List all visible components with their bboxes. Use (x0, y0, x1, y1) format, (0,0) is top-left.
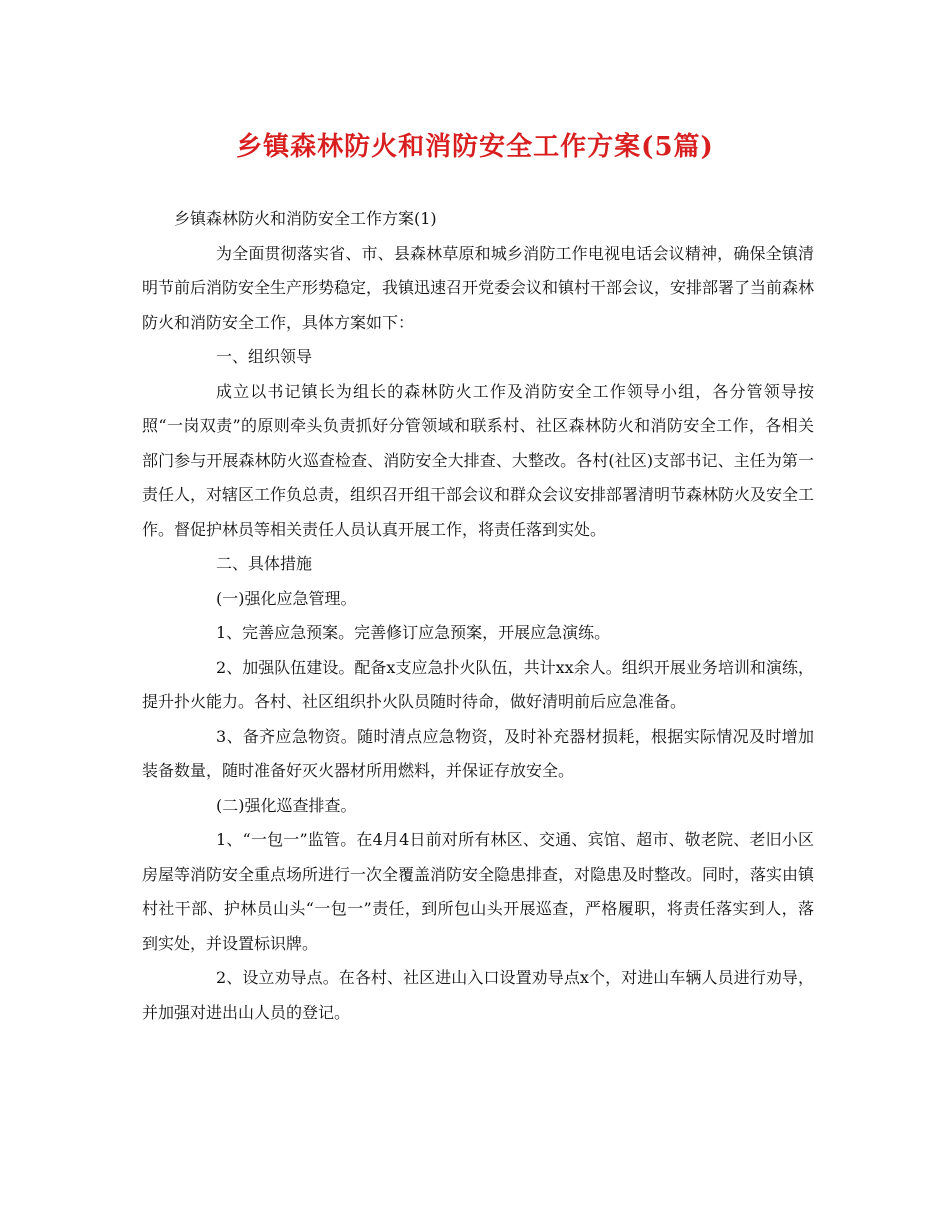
section-heading-1: 一、组织领导 (216, 347, 313, 366)
list-item-1-1: 1、完善应急预案。完善修订应急预案，开展应急演练。 (216, 623, 611, 642)
list-item-1-2: 2、加强队伍建设。配备x支应急扑火队伍，共计xx余人。组织开展业务培训和演练，提升扑火能力。各村、社区组织扑火队员随时待命，做好清明前后应急准备。 (142, 657, 814, 711)
document-body (142, 202, 814, 1030)
list-item-1-3: 3、备齐应急物资。随时清点应急物资，及时补充器材损耗，根据实际情况及时增加装备数量，随时准备好灭火器材所用燃料，并保证存放安全。 (142, 726, 814, 780)
list-item-2-2: 2、设立劝导点。在各村、社区进山入口设置劝导点x个，对进山车辆人员进行劝导，并加强对进出山人员的登记。 (142, 968, 814, 1022)
intro-paragraph: 为全面贯彻落实省、市、县森林草原和城乡消防工作电视电话会议精神，确保全镇清明节前后消防安全生产形势稳定，我镇迅速召开党委会议和镇村干部会议，安排部署了当前森林防火和消防安全工作，具体方案如下： (142, 243, 815, 332)
section-paragraph-1: 成立以书记镇长为组长的森林防火工作及消防安全工作领导小组，各分管领导按照“一岗双责”的原则牵头负责抓好分管领域和联系村、社区森林防火和消防安全工作，各相关部门参与开展森林防火巡查检查、消防安全大排查、大整改。各村(社区)支部书记、主任为第一责任人，对辖区工作负总责，组织召开组干部会议和群众会议安排部署清明节森林防火及安全工作。督促护林员等相关责任人员认真开展工作，将责任落到实处。 (142, 381, 815, 539)
document-title: 乡镇森林防火和消防安全工作方案(5篇) (236, 132, 714, 162)
document-subtitle: 乡镇森林防火和消防安全工作方案(1) (174, 209, 437, 228)
list-item-2-1: 1、“一包一”监管。在4月4日前对所有林区、交通、宾馆、超市、敬老院、老旧小区房屋等消防安全重点场所进行一次全覆盖消防安全隐患排查，对隐患及时整改。同时，落实由镇村社干部、护林员山头“一包一”责任，到所包山头开展巡查，严格履职，将责任落实到人，落到实处，并设置标识牌。 (142, 830, 815, 953)
subsection-heading-2: (二)强化巡查排查。 (216, 795, 357, 815)
subsection-heading-1: (一)强化应急管理。 (216, 588, 357, 608)
section-heading-2: 二、具体措施 (216, 554, 313, 573)
